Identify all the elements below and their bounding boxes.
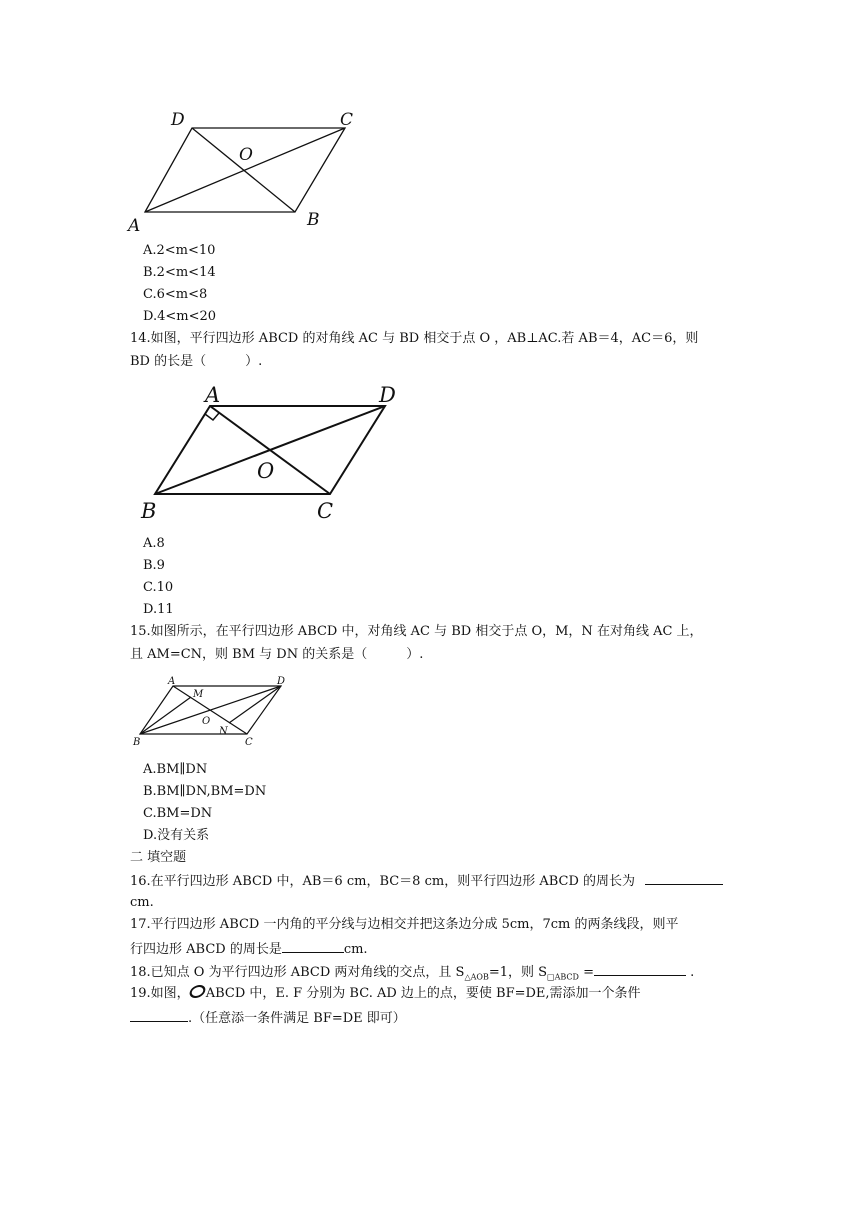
label-D: D xyxy=(171,110,185,130)
q18-answer-blank xyxy=(594,961,686,976)
label-B: B xyxy=(133,737,141,748)
label-C: C xyxy=(340,110,354,130)
q18-sub-abcd: □ABCD xyxy=(547,972,579,982)
label-O: O xyxy=(257,459,275,483)
q17-text-a: 行四边形 ABCD 的周长是 xyxy=(130,942,282,957)
q14-option-d: D.11 xyxy=(143,602,174,617)
q15-option-b: B.BM∥DN,BM=DN xyxy=(143,784,267,799)
q13-option-c: C.6<m<8 xyxy=(143,287,208,302)
label-N: N xyxy=(219,726,228,737)
label-C: C xyxy=(317,499,334,523)
diagonal-bd xyxy=(140,686,281,734)
q19-text-a: 19.如图， xyxy=(130,986,190,1001)
label-M: M xyxy=(193,689,204,700)
label-A: A xyxy=(128,216,141,235)
q13-option-b: B.2<m<14 xyxy=(143,265,216,280)
label-B: B xyxy=(307,210,320,230)
q15-option-d: D.没有关系 xyxy=(143,828,210,843)
figure-q14-parallelogram xyxy=(135,382,410,527)
q19-text-b: ABCD 中，E. F 分别为 BC. AD 边上的点，要使 BF=DE,需添加一个条件 xyxy=(205,986,641,1001)
q17-line2 xyxy=(130,938,368,960)
label-B: B xyxy=(141,499,157,523)
label-C: C xyxy=(245,737,253,748)
diagonal-bd xyxy=(192,128,295,212)
q19-text-c: .（任意添一条件满足 BF=DE 即可） xyxy=(188,1011,406,1026)
q14-option-a: A.8 xyxy=(143,536,165,551)
q15-stem-line2: 且 AM=CN，则 BM 与 DN 的关系是（ ）. xyxy=(130,647,424,662)
q19-answer-blank xyxy=(130,1007,188,1022)
q16-line2: cm. xyxy=(130,895,154,910)
segment-dn xyxy=(229,686,281,723)
q18-sub-aob: △AOB xyxy=(464,972,489,982)
q18-text-c: = xyxy=(578,965,594,980)
q18-text-d: . xyxy=(685,965,695,980)
label-D: D xyxy=(379,383,396,407)
q19-line2 xyxy=(130,1007,406,1029)
q18-text-a: 18.已知点 O 为平行四边形 ABCD 两对角线的交点，且 S xyxy=(130,965,465,980)
parallelogram-symbol-icon xyxy=(187,985,207,998)
segment-bm xyxy=(140,697,191,734)
q15-option-c: C.BM=DN xyxy=(143,806,213,821)
q14-stem-line1: 14.如图，平行四边形 ABCD 的对角线 AC 与 BD 相交于点 O ，AB⊥AC.若 AB＝4，AC＝6，则 xyxy=(130,331,699,346)
q15-stem-line1: 15.如图所示，在平行四边形 ABCD 中，对角线 AC 与 BD 相交于点 O，M，N 在对角线 AC 上， xyxy=(130,624,703,639)
q17-line1: 17.平行四边形 ABCD 一内角的平分线与边相交并把这条边分成 5cm，7cm 的两条线段，则平 xyxy=(130,917,679,932)
label-D: D xyxy=(277,676,286,687)
q13-option-d: D.4<m<20 xyxy=(143,309,217,324)
q13-option-a: A.2<m<10 xyxy=(143,243,216,258)
q16-text: 16.在平行四边形 ABCD 中，AB＝6 cm，BC＝8 cm，则平行四边形 ABCD 的周长为 xyxy=(130,874,636,889)
q19-line1 xyxy=(130,984,641,1004)
label-A: A xyxy=(168,676,176,687)
q14-option-c: C.10 xyxy=(143,580,174,595)
label-A: A xyxy=(205,383,221,407)
label-O: O xyxy=(202,716,211,727)
q16-line1 xyxy=(130,870,723,892)
q14-option-b: B.9 xyxy=(143,558,165,573)
figure-q13-parallelogram xyxy=(125,105,370,235)
q16-answer-blank xyxy=(645,870,723,885)
q14-stem-line2: BD 的长是（ ）. xyxy=(130,354,263,369)
q18-text-b: =1，则 S xyxy=(488,965,548,980)
diagonal-ac xyxy=(145,128,345,212)
q17-answer-blank xyxy=(282,938,344,953)
q17-text-b: cm. xyxy=(343,942,368,957)
label-O: O xyxy=(239,145,253,165)
figure-q15-parallelogram xyxy=(130,675,295,750)
right-angle-mark xyxy=(205,413,219,420)
section-title-fill-in: 二 填空题 xyxy=(130,850,187,865)
q15-option-a: A.BM∥DN xyxy=(143,762,208,777)
